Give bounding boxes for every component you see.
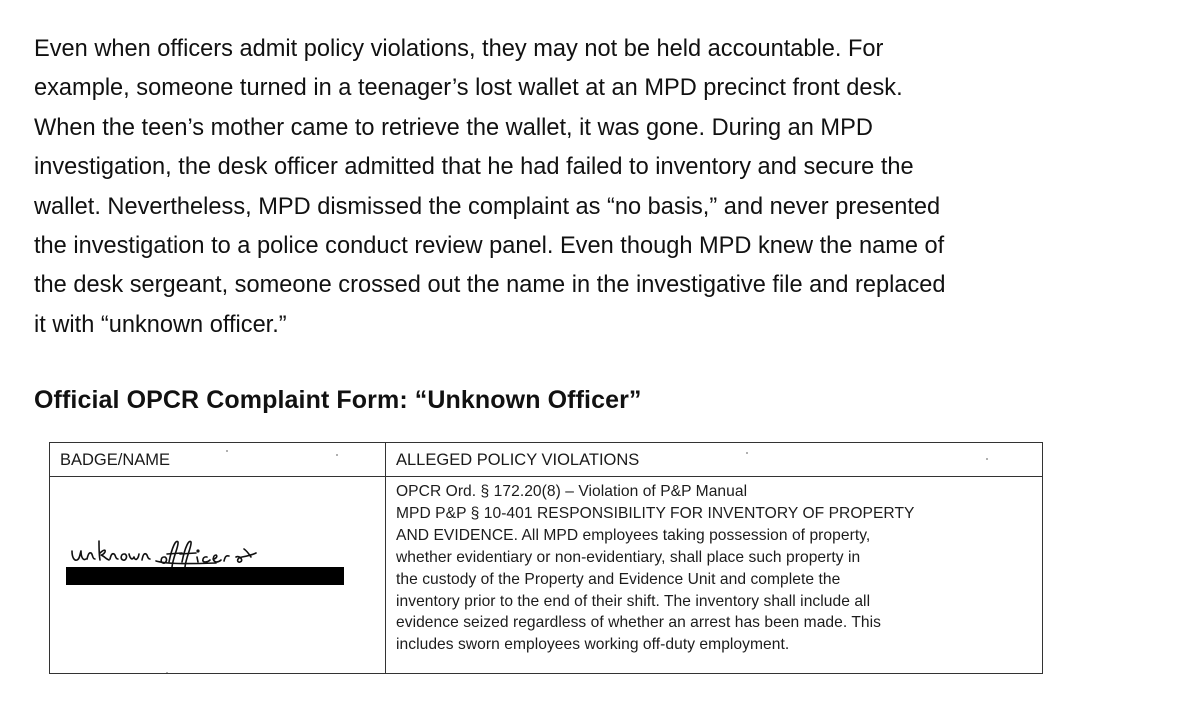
paragraph-line: the desk sergeant, someone crossed out the name in the investigative file and replaced: [34, 272, 946, 299]
paragraph-line: the investigation to a police conduct review panel. Even though MPD knew the name of: [34, 233, 945, 260]
violations-header: ALLEGED POLICY VIOLATIONS: [386, 443, 1043, 477]
violation-line: the custody of the Property and Evidence Unit and complete the: [396, 570, 841, 588]
redaction-bar: [66, 567, 344, 585]
paragraph-line: it with “unknown officer.”: [34, 311, 287, 338]
form-header-row: [50, 443, 1043, 477]
paragraph-line: Even when officers admit policy violations, they may not be held accountable. For: [34, 36, 884, 62]
paragraph-line: example, someone turned in a teenager’s lost wallet at an MPD precinct front desk.: [34, 75, 903, 102]
paragraph-line: wallet. Nevertheless, MPD dismissed the complaint as “no basis,” and never presented: [34, 193, 941, 220]
paragraph-line: investigation, the desk officer admitted that he had failed to inventory and secure the: [34, 154, 914, 181]
violation-line: whether evidentiary or non-evidentiary, shall place such property in: [396, 548, 861, 566]
paragraph-line: When the teen’s mother came to retrieve the wallet, it was gone. During an MPD: [34, 114, 873, 141]
violations-cell: [386, 477, 1043, 674]
violation-line: includes sworn employees working off-duty employment.: [396, 636, 790, 654]
complaint-form-table: [49, 442, 1043, 674]
violation-line: inventory prior to the end of their shift. The inventory shall include all: [396, 592, 871, 610]
body-paragraph: [34, 30, 1174, 345]
handwritten-name-with-redaction: [66, 527, 372, 585]
violation-line: AND EVIDENCE. All MPD employees taking possession of property,: [396, 526, 871, 544]
badge-name-header: BADGE/NAME: [50, 443, 386, 477]
cropped-top-text: [250, 0, 257, 11]
form-body-row: [50, 477, 1043, 674]
violation-line: OPCR Ord. § 172.20(8) – Violation of P&P Manual: [396, 483, 748, 500]
violation-line: evidence seized regardless of whether an arrest has been made. This: [396, 614, 882, 632]
badge-name-cell: [50, 477, 386, 674]
complaint-form-scan: [46, 440, 1048, 680]
section-heading: Official OPCR Complaint Form: “Unknown Officer”: [34, 386, 642, 414]
violation-line: MPD P&P § 10-401 RESPONSIBILITY FOR INVENTORY OF PROPERTY: [396, 504, 915, 522]
